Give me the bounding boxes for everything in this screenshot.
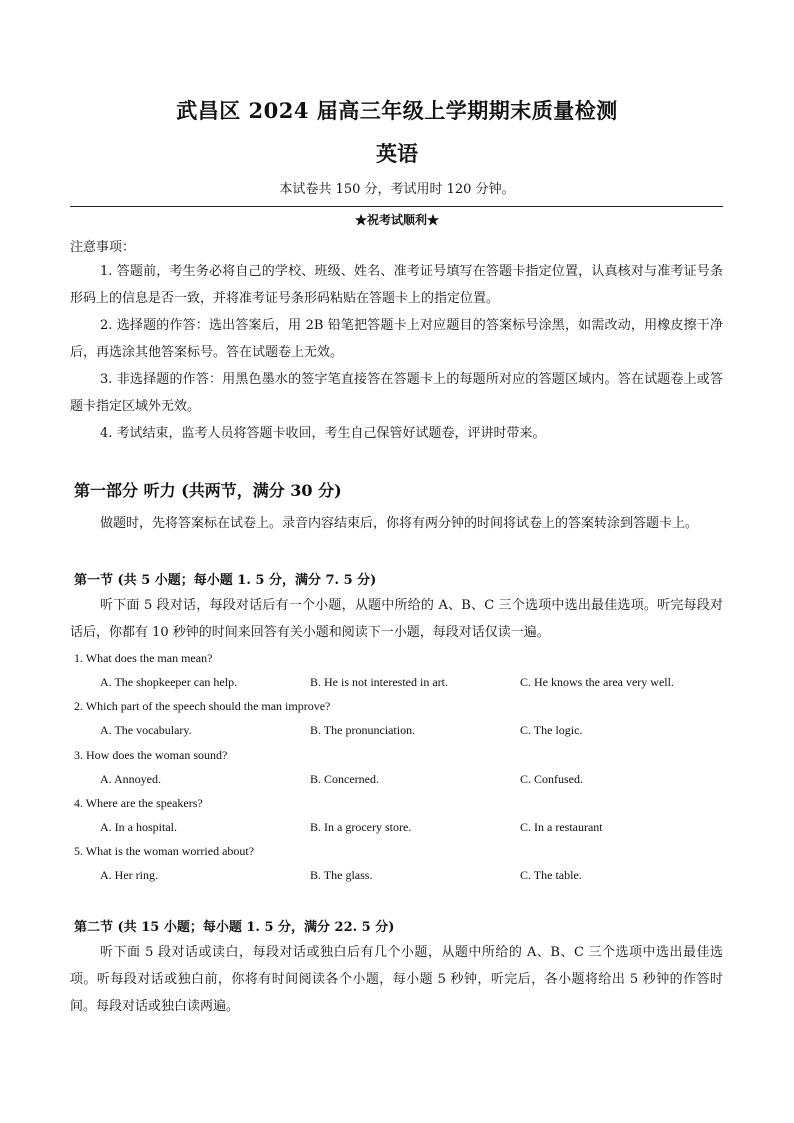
part1-title: 第一部分 听力 (共两节，满分 30 分)	[74, 481, 342, 500]
option-a: A. Her ring.	[100, 868, 158, 882]
notes-heading: 注意事项：	[70, 240, 136, 255]
question-2: 2. Which part of the speech should the man improve?	[74, 699, 331, 713]
option-a: A. Annoyed.	[100, 772, 161, 786]
option-c: C. In a restaurant	[520, 820, 603, 834]
part1-intro: 做题时，先将答案标在试卷上。录音内容结束后，你将有两分钟的时间将试卷上的答案转涂到答题卡上。	[100, 516, 699, 531]
question-5: 5. What is the woman worried about?	[74, 844, 255, 858]
note-item: 3. 非选择题的作答：用黑色墨水的签字笔直接答在答题卡上的每题所对应的答题区域内。答在试题卷上或答题卡指定区域外无效。	[70, 372, 723, 414]
option-b: B. In a grocery store.	[310, 820, 412, 834]
option-a: A. The vocabulary.	[100, 723, 192, 737]
header-divider	[70, 206, 723, 207]
section1-title: 第一节 (共 5 小题；每小题 1. 5 分，满分 7. 5 分)	[74, 573, 377, 588]
option-b: B. He is not interested in art.	[310, 675, 448, 689]
option-b: B. The glass.	[310, 868, 373, 882]
note-item: 1. 答题前，考生务必将自己的学校、班级、姓名、准考证号填写在答题卡指定位置，认真核对与准考证号条形码上的信息是否一致，并将准考证号条形码粘贴在答题卡上的指定位置。	[70, 264, 723, 306]
option-c: C. The table.	[520, 868, 582, 882]
exam-title: 武昌区 2024 届高三年级上学期期末质量检测	[176, 98, 618, 123]
question-1: 1. What does the man mean?	[74, 651, 213, 665]
option-b: B. Concerned.	[310, 772, 379, 786]
good-luck-banner: ★祝考试顺利★	[354, 213, 439, 227]
note-item: 2. 选择题的作答：选出答案后，用 2B 铅笔把答题卡上对应题目的答案标号涂黑，如需改动，用橡皮擦干净后，再选涂其他答案标号。答在试题卷上无效。	[70, 318, 723, 360]
question-3: 3. How does the woman sound?	[74, 748, 228, 762]
option-a: A. In a hospital.	[100, 820, 177, 834]
option-c: C. Confused.	[520, 772, 583, 786]
note-item: 4. 考试结束，监考人员将答题卡收回，考生自己保管好试题卷，评讲时带来。	[100, 426, 546, 441]
question-4: 4. Where are the speakers?	[74, 796, 203, 810]
option-a: A. The shopkeeper can help.	[100, 675, 238, 689]
exam-info: 本试卷共 150 分，考试用时 120 分钟。	[279, 182, 515, 197]
section2-title: 第二节 (共 15 小题；每小题 1. 5 分，满分 22. 5 分)	[74, 920, 395, 935]
section2-intro: 听下面 5 段对话或读白，每段对话或独白后有几个小题，从题中所给的 A、B、C 三个选项中选出最佳选项。听每段对话或独白前，你将有时间阅读各个小题，每小题 5 秒钟，听完后，各小题将给出 5 秒钟的作答时间。每段对话或独白读两遍。	[70, 945, 723, 1014]
section1-intro: 听下面 5 段对话，每段对话后有一个小题，从题中所给的 A、B、C 三个选项中选出最佳选项。听完每段对话后，你都有 10 秒钟的时间来回答有关小题和阅读下一小题，每段对话仅读一遍。	[70, 598, 723, 640]
option-b: B. The pronunciation.	[310, 723, 416, 737]
option-c: C. The logic.	[520, 723, 583, 737]
option-c: C. He knows the area very well.	[520, 675, 674, 689]
subject-title: 英语	[376, 141, 418, 166]
